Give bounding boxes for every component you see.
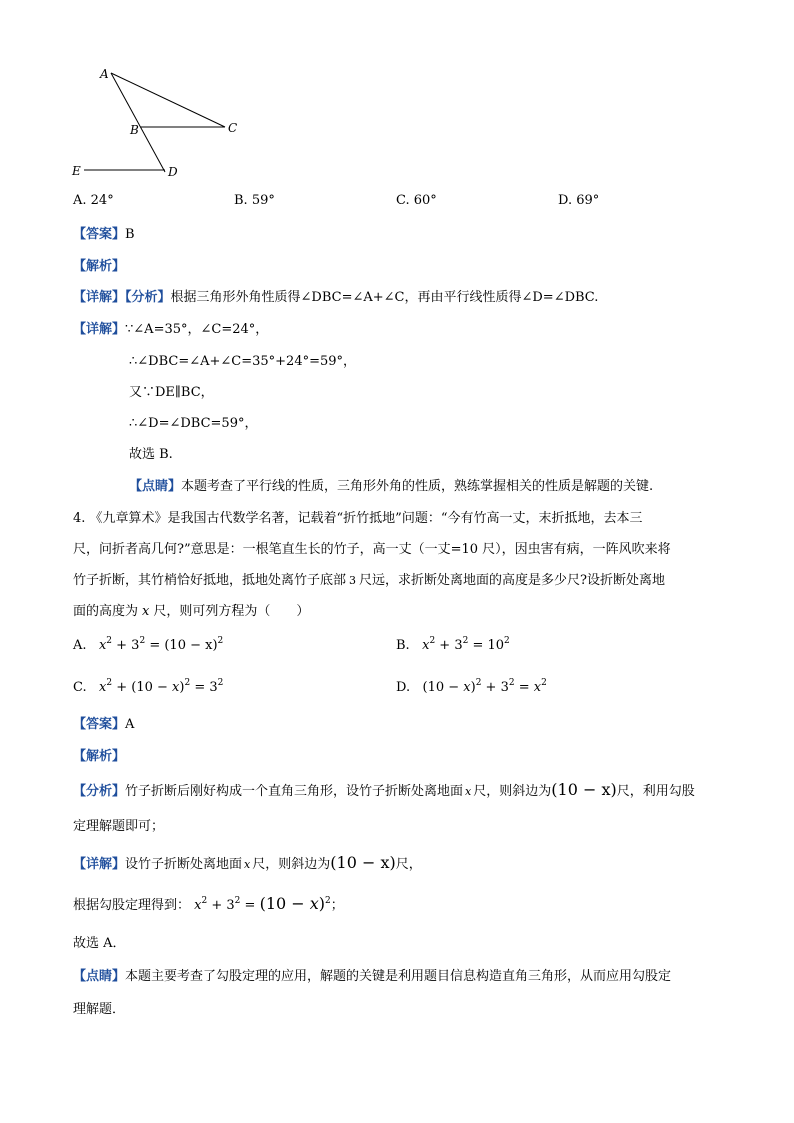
- q4-comment: [73, 965, 671, 984]
- q3-option-c: C. 60°: [396, 193, 437, 208]
- q4-analysis-tag: 【解析】: [73, 749, 126, 764]
- q4-line-1: 4. 《九章算术》是我国古代数学名著，记载着“折竹抵地”问题：“今有竹高一丈，末折抵地，去本三: [73, 511, 643, 526]
- pyth-label: 根据勾股定理得到：: [73, 898, 191, 913]
- answer-tag: 【答案】: [73, 717, 126, 732]
- pyth-equation: $x^2 + 3^2 = (10 - x)^2$: [194, 894, 331, 913]
- q3-detail: [73, 318, 268, 337]
- fenxi-b: 尺，则斜边为: [473, 784, 552, 799]
- detail-expr: (10 − x): [330, 853, 396, 872]
- fenxi-text: 根据三角形外角性质得∠DBC=∠A+∠C，再由平行线性质得∠D=∠DBC.: [170, 290, 599, 305]
- triangle-figure: [60, 60, 260, 185]
- q4-line-3: [73, 569, 665, 588]
- q4-line-2: 尺，问折者高几何?”意思是：一根笔直生长的竹子，高一丈（一丈=10 尺），因虫害有病，一阵风吹来将: [73, 542, 671, 557]
- label-b: B: [130, 123, 139, 137]
- q4-option-a: A. $x^2 + 3^2 = (10 - x)^2$: [73, 636, 224, 653]
- fenxi-var: x: [465, 785, 472, 798]
- detail-c: 尺，: [395, 857, 422, 872]
- detail-var: x: [244, 858, 251, 871]
- detail-b: 尺，则斜边为: [252, 857, 331, 872]
- q4-fenxi-line-2: 定理解题即可；: [73, 819, 165, 834]
- label-d: D: [168, 165, 178, 179]
- q3-step-4: ∴∠D=∠DBC=59°，: [129, 416, 258, 431]
- q3-step-3: 又∵DE∥BC，: [129, 385, 214, 400]
- q4-line-3-num: 3: [349, 574, 357, 587]
- q3-fenxi: [73, 286, 598, 305]
- fenxi-expr: (10 − x): [551, 780, 617, 799]
- segment-ac: [111, 73, 225, 127]
- label-a: A: [100, 67, 109, 81]
- option-label: B.: [396, 638, 410, 653]
- comment-tag: 【点睛】: [73, 969, 126, 984]
- q4-fenxi: [73, 780, 695, 799]
- q4-line-4: [73, 600, 309, 619]
- q3-comment: [129, 475, 653, 494]
- comment-text: 本题考查了平行线的性质，三角形外角的性质，熟练掌握相关的性质是解题的关键.: [181, 479, 654, 494]
- option-label: C.: [73, 680, 87, 695]
- detail-tag: 【详解】: [73, 857, 126, 872]
- fenxi-tag: 【分析】: [125, 290, 171, 305]
- fenxi-a: 竹子折断后刚好构成一个直角三角形，设竹子折断处离地面: [125, 784, 464, 799]
- step-1: ∵∠A=35°，∠C=24°，: [125, 322, 269, 337]
- fenxi-c: 尺，利用勾股: [616, 784, 695, 799]
- answer-value: A: [125, 717, 135, 732]
- q4-detail: [73, 853, 422, 872]
- q4-line-4b: 尺，则可列方程为（ ）: [153, 604, 310, 619]
- q4-option-c: C. $x^2 + (10 - x)^2 = 3^2$: [73, 678, 224, 695]
- option-label: A.: [73, 638, 87, 653]
- q4-option-d: D. $(10 - x)^2 + 3^2 = x^2$: [396, 678, 547, 695]
- q4-comment-line-2: 理解题．: [73, 1002, 126, 1017]
- q3-option-d: D. 69°: [558, 193, 600, 208]
- label-e: E: [72, 164, 81, 178]
- answer-tag: 【答案】: [73, 227, 126, 242]
- q4-option-b: B. $x^2 + 3^2 = 10^2$: [396, 636, 510, 653]
- q4-var-x: x: [142, 604, 150, 619]
- q3-step-2: ∴∠DBC=∠A+∠C=35°+24°=59°，: [129, 354, 357, 369]
- q3-answer: [73, 223, 135, 242]
- option-label: D.: [396, 680, 411, 695]
- fenxi-tag: 【分析】: [73, 784, 126, 799]
- q4-choose: 故选 A．: [73, 936, 126, 951]
- q4-line-4a: 面的高度为: [73, 604, 139, 619]
- answer-value: B: [125, 227, 135, 242]
- label-c: C: [228, 121, 238, 135]
- q3-option-b: B. 59°: [234, 193, 275, 208]
- q3-option-a: A. 24°: [73, 193, 114, 208]
- comment-tag: 【点睛】: [129, 479, 182, 494]
- detail-tag: 【详解】: [73, 290, 126, 305]
- q4-pythagoras: [73, 894, 344, 913]
- q4-line-3a: 竹子折断，其竹梢恰好抵地，抵地处离竹子底部: [73, 573, 347, 588]
- detail-tag: 【详解】: [73, 322, 126, 337]
- detail-a: 设竹子折断处离地面: [125, 857, 243, 872]
- pyth-end: ；: [330, 898, 344, 913]
- q4-answer: [73, 713, 134, 732]
- q3-analysis-tag: 【解析】: [73, 259, 126, 274]
- q4-line-3b: 尺远，求折断处离地面的高度是多少尺?设折断处离地: [359, 573, 665, 588]
- q3-step-5: 故选 B.: [129, 447, 173, 462]
- comment-line-1: 本题主要考查了勾股定理的应用，解题的关键是利用题目信息构造直角三角形，从而应用勾股定: [125, 969, 672, 984]
